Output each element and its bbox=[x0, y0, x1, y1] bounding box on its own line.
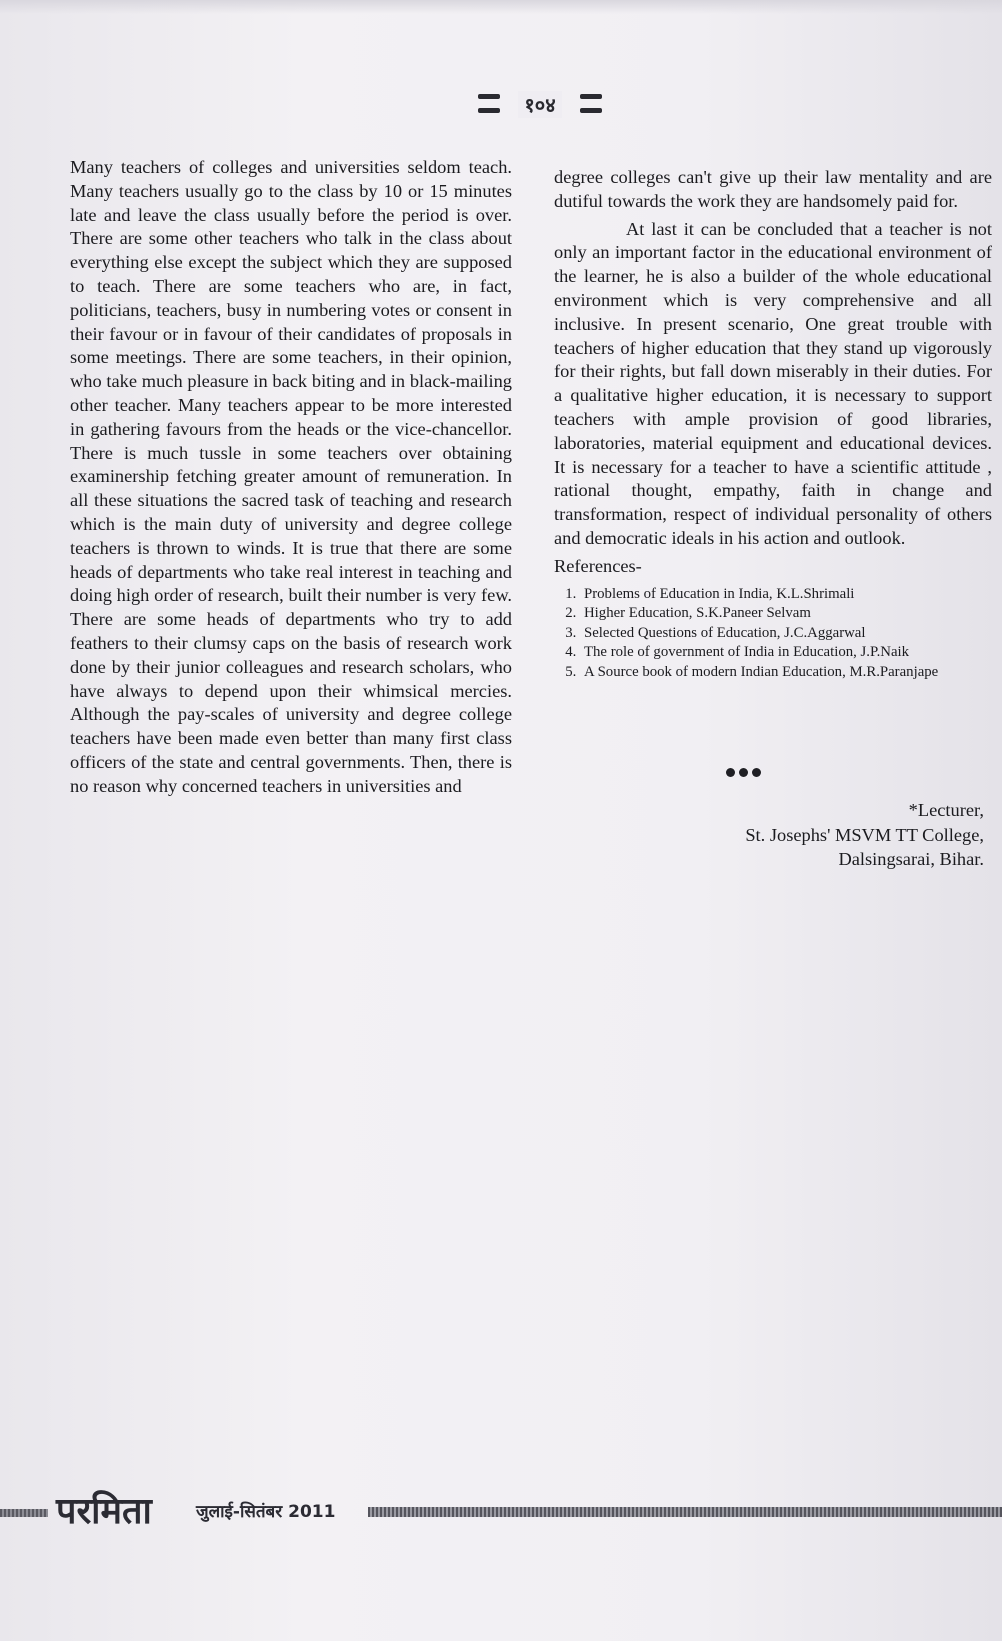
ornament-bar bbox=[478, 108, 500, 113]
left-paragraph: Many teachers of colleges and universities seldom teach. Many teachers usually go to the class by 10 or 15 minutes late and leave the class usually before the period is over. There are some other teachers who talk in the class about everything else except the subject which they are supposed to teach. There are some teachers who are, in fact, politicians, teachers, busy in numbering votes or consent in their favour or in favour of their candidates of proposals in some meetings. There are some teachers, in their opinion, who take much pleasure in back biting and in black-mailing other teacher. Many teachers appear to be more interested in gathering favours from the heads or the vice-chancellor. There is much tussle in some teachers over obtaining examinership fetching greater amount of remuneration. In all these situations the sacred task of teaching and research which is the main duty of university and degree college teachers is thrown to winds. It is true that there are some heads of departments who take real interest in teaching and doing high order of research, built their number is very few. There are some heads of departments who try to add feathers to their clumsy caps on the basis of research work done by their junior colleagues and research scholars, who have always to depend upon their whimsical mercies. Although the pay-scales of university and degree college teachers have been made even better than many first class officers of the state and central governments. Then, there is no reason why concerned teachers in universities and bbox=[70, 157, 512, 796]
footer-rule-right bbox=[368, 1507, 1002, 1517]
references-list bbox=[554, 585, 992, 683]
references-title: References- bbox=[554, 555, 642, 576]
page-footer bbox=[0, 1490, 1002, 1534]
reference-item: 4. The role of government of India in Education, J.P.Naik bbox=[580, 643, 992, 663]
author-affiliation bbox=[564, 798, 984, 872]
ornament-bar bbox=[478, 94, 500, 99]
journal-brand: परमिता bbox=[56, 1491, 152, 1532]
conclusion-paragraph: At last it can be concluded that a teacher is not only an important factor in the educational environment of the learner, he is also a builder of the whole educational environment which is very comprehensive and all inclusive. In present scenario, One great trouble with teachers of higher education that they stand up vigorously for their rights, but fall down miserably in their duties. For a qualitative higher education, it is necessary to support teachers with ample provision of good libraries, laboratories, material equipment and educational devices. It is necessary for a teacher to have a scientific attitude , rational thought, empathy, faith in change and transformation, respect of individual personality of others and democratic ideals in his action and outlook. bbox=[554, 218, 992, 548]
right-continuation: degree colleges can't give up their law mentality and are dutiful towards the work they are handsomely paid for. bbox=[554, 167, 992, 211]
section-end-dots bbox=[726, 768, 761, 777]
author-college: St. Josephs' MSVM TT College, bbox=[745, 824, 984, 845]
dot-ornament bbox=[752, 768, 761, 777]
right-column bbox=[554, 166, 992, 683]
left-column bbox=[70, 156, 512, 799]
reference-item: 3. Selected Questions of Education, J.C.Aggarwal bbox=[580, 624, 992, 644]
reference-item: 5. A Source book of modern Indian Education, M.R.Paranjape bbox=[580, 663, 992, 683]
dot-ornament bbox=[726, 768, 735, 777]
page-edge-shadow bbox=[0, 0, 1002, 14]
page-number-ornament bbox=[470, 72, 610, 136]
author-title: *Lecturer, bbox=[908, 800, 984, 820]
dot-ornament bbox=[739, 768, 748, 777]
journal-issue: जुलाई-सितंबर 2011 bbox=[196, 1502, 336, 1522]
author-location: Dalsingsarai, Bihar. bbox=[838, 849, 984, 869]
footer-rule-left bbox=[0, 1509, 48, 1517]
reference-item: 1. Problems of Education in India, K.L.Shrimali bbox=[580, 585, 992, 605]
ornament-bar bbox=[580, 108, 602, 113]
reference-item: 2. Higher Education, S.K.Paneer Selvam bbox=[580, 604, 992, 624]
ornament-bar bbox=[580, 94, 602, 99]
page-number: १०४ bbox=[518, 91, 561, 118]
